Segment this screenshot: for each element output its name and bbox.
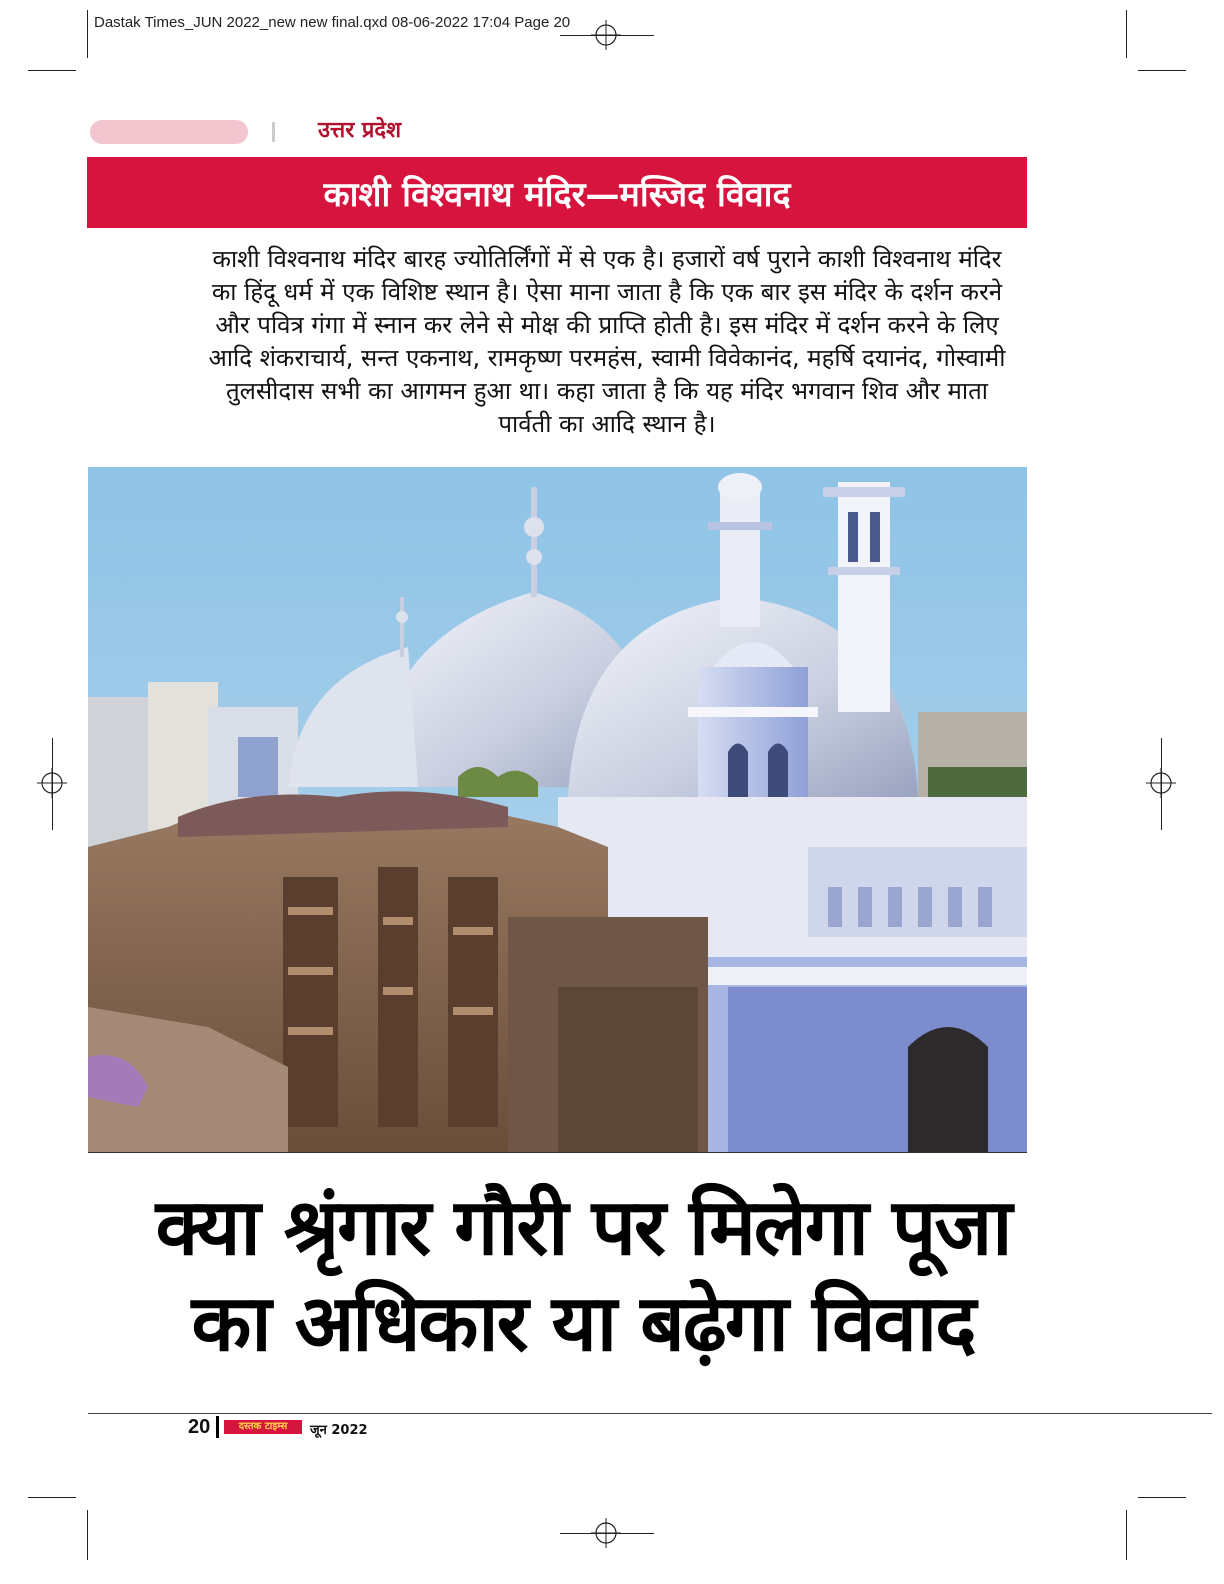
- intro-line: का हिंदू धर्म में एक विशिष्ट स्थान है। ऐसा माना जाता है कि एक बार इस मंदिर के दर्शन करने: [211, 278, 1003, 306]
- footer-rule: [88, 1413, 1212, 1414]
- section-pill: [90, 120, 248, 144]
- crop-mark: [28, 1497, 76, 1498]
- footer-divider: [216, 1416, 219, 1438]
- banner-title: काशी विश्वनाथ मंदिर—मस्जिद विवाद: [323, 174, 791, 215]
- issue-date: जून 2022: [310, 1423, 368, 1438]
- registration-mark-icon: [591, 20, 621, 50]
- intro-line: पार्वती का आदि स्थान है।: [498, 410, 716, 438]
- crop-mark: [1138, 1497, 1186, 1498]
- intro-line: और पवित्र गंगा में स्नान कर लेने से मोक्ष की प्राप्ति होती है। इस मंदिर में दर्शन करने के लिए: [215, 311, 999, 339]
- crop-mark: [52, 738, 53, 830]
- intro-line: आदि शंकराचार्य, सन्त एकनाथ, रामकृष्ण परमहंस, स्वामी विवेकानंद, महर्षि दयानंद, गोस्वामी: [208, 344, 1006, 372]
- main-headline: [88, 1180, 1078, 1372]
- intro-line: काशी विश्वनाथ मंदिर बारह ज्योतिर्लिंगों में से एक है। हजारों वर्ष पुराने काशी विश्वनाथ मंदिर: [212, 245, 1002, 273]
- crop-mark: [1138, 70, 1186, 71]
- intro-paragraph: [190, 243, 1024, 441]
- magazine-logo: दस्तक टाइम्स: [224, 1420, 302, 1434]
- crop-mark: [1126, 10, 1127, 58]
- gyanvapi-mosque-photo: [88, 467, 1027, 1153]
- section-divider: [272, 122, 275, 142]
- crop-mark: [560, 1533, 654, 1534]
- crop-mark: [1161, 738, 1162, 830]
- section-label: उत्तर प्रदेश: [318, 118, 402, 143]
- title-banner: [87, 157, 1027, 228]
- file-slug: Dastak Times_JUN 2022_new new final.qxd 08-06-2022 17:04 Page 20: [94, 14, 571, 31]
- crop-mark: [87, 1510, 88, 1560]
- page-number: 20: [188, 1416, 211, 1438]
- crop-mark: [87, 10, 88, 58]
- intro-line: तुलसीदास सभी का आगमन हुआ था। कहा जाता है कि यह मंदिर भगवान शिव और माता: [225, 377, 989, 405]
- headline-line: का अधिकार या बढ़ेगा विवाद: [191, 1279, 975, 1369]
- headline-line: क्या श्रृंगार गौरी पर मिलेगा पूजा: [155, 1183, 1011, 1273]
- crop-mark: [28, 70, 76, 71]
- crop-mark: [1126, 1510, 1127, 1560]
